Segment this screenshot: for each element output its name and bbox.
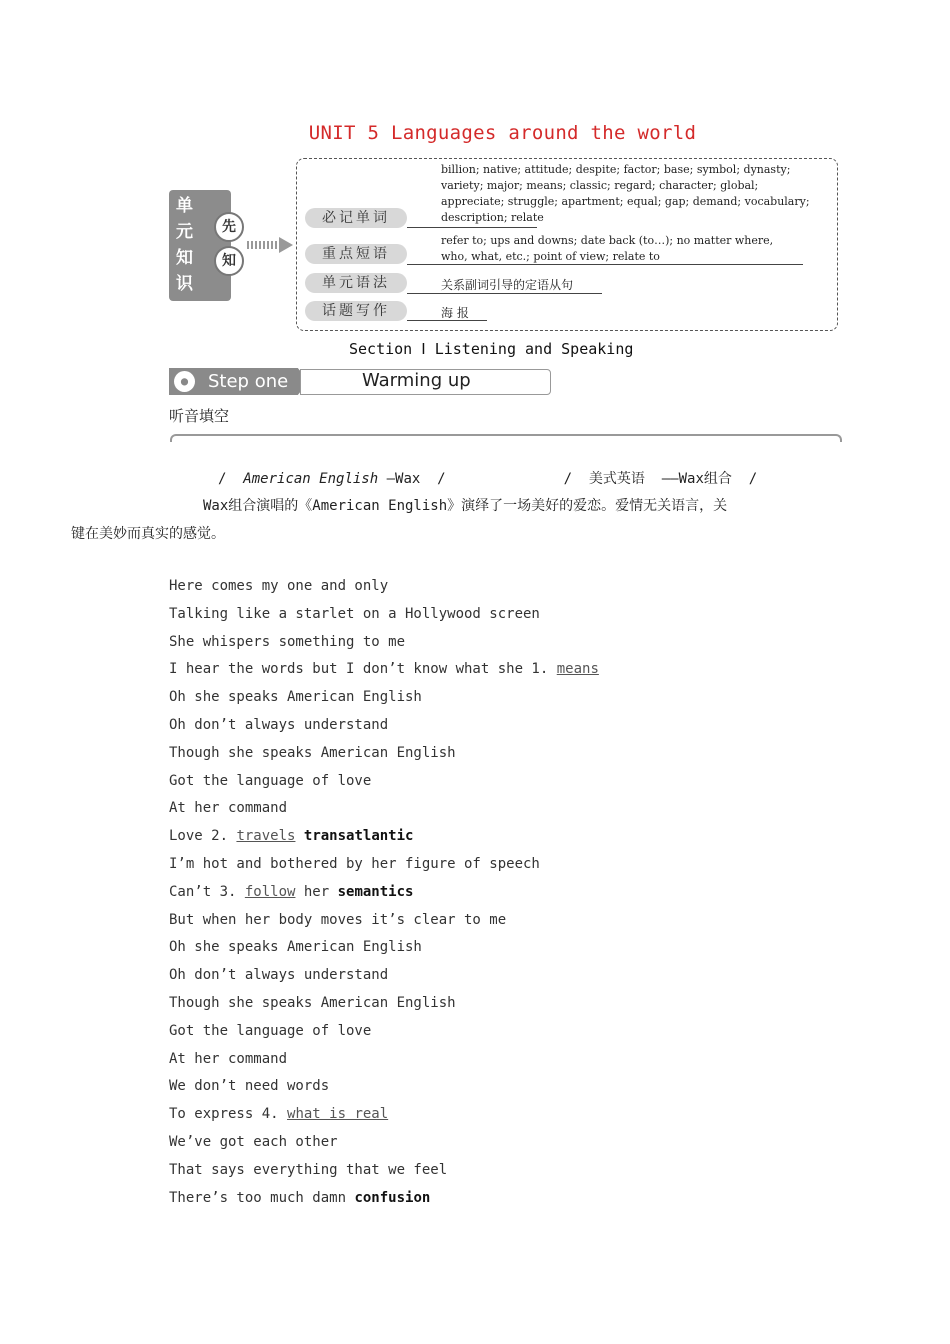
section-heading: Section Ⅰ Listening and Speaking [349,340,634,358]
lyric-line: We don’t need words [169,1078,330,1095]
vocab-line: variety; major; means; classic; regard; character; global; [441,179,759,192]
lyric-line: Can’t 3. follow her semantics [169,883,414,900]
phrase-list [441,233,773,265]
overview-side-label [176,193,198,297]
song-header [218,468,757,488]
lyrics [169,573,599,1212]
lyric-line: Oh she speaks American English [169,939,422,956]
lyric-line: At her command [169,800,288,817]
lyric-line: Got the language of love [169,1022,372,1039]
answer-blank: means [556,661,599,678]
lyric-line: Talking like a starlet on a Hollywood screen [169,605,540,622]
lyric-line: Love 2. travels transatlantic [169,828,414,845]
song-title: American English [243,471,379,487]
key-word: confusion [354,1189,431,1206]
side-char: 识 [176,274,193,294]
writing-text: 海 报 [441,306,469,320]
intro-line: Wax组合演唱的《American English》演绎了一场美好的爱恋。爱情无关语言，关 [203,498,728,514]
key-word: semantics [337,883,414,900]
side-char: 知 [176,248,193,268]
lyric-line: To express 4. what is real [169,1106,389,1123]
arrow-right-icon [247,235,295,255]
answer-blank: travels [236,828,296,845]
side-char: 元 [176,222,193,242]
lyric-line: Here comes my one and only [169,578,389,594]
vocab-line: description; relate [441,211,544,224]
step-label: Step one [208,371,289,392]
answer-blank: what is real [287,1106,389,1123]
lyric-line: Got the language of love [169,772,372,789]
lyric-line: We’ve got each other [169,1133,338,1150]
phrase-line: refer to; ups and downs; date back (to…); no matter where, [441,234,774,247]
lyric-line: That says everything that we feel [169,1161,448,1178]
lyric-line: She whispers something to me [169,633,406,650]
section-rule [170,434,842,442]
graduation-cap-icon: ● [174,371,195,392]
header-slash: / [218,471,227,487]
lyric-line: There’s too much damn confusion [169,1189,431,1206]
divider [407,320,487,321]
lyric-line: I’m hot and bothered by her figure of speech [169,855,540,872]
lyric-line: I hear the words but I don’t know what she 1. means [169,661,599,678]
lyric-line: Though she speaks American English [169,744,456,761]
row-label-grammar: 单元语法 [305,273,407,293]
overview-circle-know: 知 [214,246,244,276]
intro-paragraph [71,492,827,548]
lyric-line: Oh don’t always understand [169,967,389,984]
side-char: 单 [176,196,193,216]
step-title: Warming up [362,370,471,391]
unit-title: UNIT 5 Languages around the world [308,122,697,144]
divider [407,264,803,265]
answer-blank: follow [244,883,296,900]
row-label-phrases: 重点短语 [305,244,407,264]
divider [407,293,602,294]
vocab-line: appreciate; struggle; apartment; equal; gap; demand; vocabulary; [441,195,810,208]
grammar-text: 关系副词引导的定语从句 [441,278,574,292]
lyric-line: Oh don’t always understand [169,716,389,733]
vocab-line: billion; native; attitude; despite; factor; base; symbol; dynasty; [441,163,791,176]
lyric-line: Though she speaks American English [169,994,456,1011]
lyric-line: But when her body moves it’s clear to me [169,911,507,928]
overview-circle-first: 先 [214,212,244,242]
key-word: transatlantic [303,828,414,845]
vocabulary-list [441,162,810,226]
row-label-writing: 话题写作 [305,301,407,321]
intro-line: 键在美妙而真实的感觉。 [71,526,225,542]
phrase-line: who, what, etc.; point of view; relate to [441,250,660,263]
divider [407,227,537,228]
song-credits: —Wax / / 美式英语 ——Wax组合 / [378,471,758,487]
exercise-label: 听音填空 [169,407,230,425]
row-label-vocabulary: 必记单词 [305,208,407,228]
lyric-line: Oh she speaks American English [169,689,422,706]
lyric-line: At her command [169,1050,288,1067]
